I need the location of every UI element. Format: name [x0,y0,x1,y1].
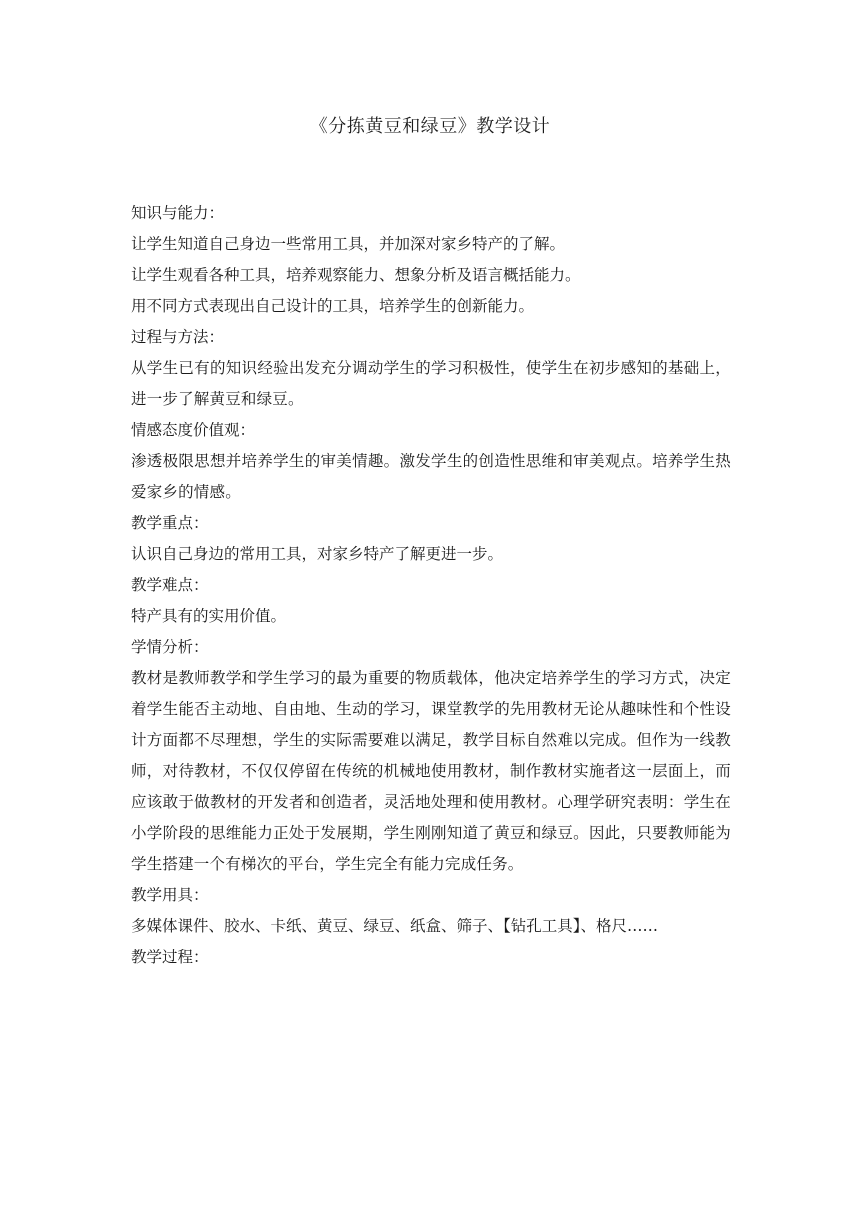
tools-text: 多媒体课件、胶水、卡纸、黄豆、绿豆、纸盒、筛子、【钻孔工具】、格尺…… [131,917,659,935]
knowledge-item: 用不同方式表现出自己设计的工具，培养学生的创新能力。 [131,297,535,315]
section-heading-key-points: 教学重点： [131,514,209,532]
document-body [131,198,731,973]
difficulty-text: 特产具有的实用价值。 [131,607,287,625]
emotion-paragraph: 渗透极限思想并培养学生的审美情趣。激发学生的创造性思维和审美观点。培养学生热爱家乡的情感。 [131,452,731,501]
section-heading-knowledge: 知识与能力： [131,204,225,222]
section-heading-tools: 教学用具： [131,886,209,904]
analysis-paragraph: 教材是教师教学和学生学习的最为重要的物质载体，他决定培养学生的学习方式，决定着学生能否主动地、自由地、生动的学习，课堂教学的先用教材无论从趣味性和个性设计方面都不尽理想，学生的实际需要难以满足，教学目标自然难以完成。但作为一线教师，对待教材，不仅仅停留在传统的机械地使用教材，制作教材实施者这一层面上，而应该敢于做教材的开发者和创造者，灵活地处理和使用教材。心理学研究表明：学生在小学阶段的思维能力正处于发展期，学生刚刚知道了黄豆和绿豆。因此，只要教师能为学生搭建一个有梯次的平台，学生完全有能力完成任务。 [131,669,731,873]
knowledge-item: 让学生观看各种工具，培养观察能力、想象分析及语言概括能力。 [131,266,581,284]
section-heading-difficulty: 教学难点： [131,576,209,594]
section-heading-analysis: 学情分析： [131,638,209,656]
section-heading-process: 过程与方法： [131,328,225,346]
document-title: 《分拣黄豆和绿豆》教学设计 [309,116,551,137]
knowledge-item: 让学生知道自己身边一些常用工具，并加深对家乡特产的了解。 [131,235,566,253]
process-paragraph: 从学生已有的知识经验出发充分调动学生的学习积极性，使学生在初步感知的基础上，进一步了解黄豆和绿豆。 [131,359,731,408]
section-heading-procedure: 教学过程： [131,948,209,966]
section-heading-emotion: 情感态度价值观： [131,421,256,439]
key-points-text: 认识自己身边的常用工具，对家乡特产了解更进一步。 [131,545,504,563]
